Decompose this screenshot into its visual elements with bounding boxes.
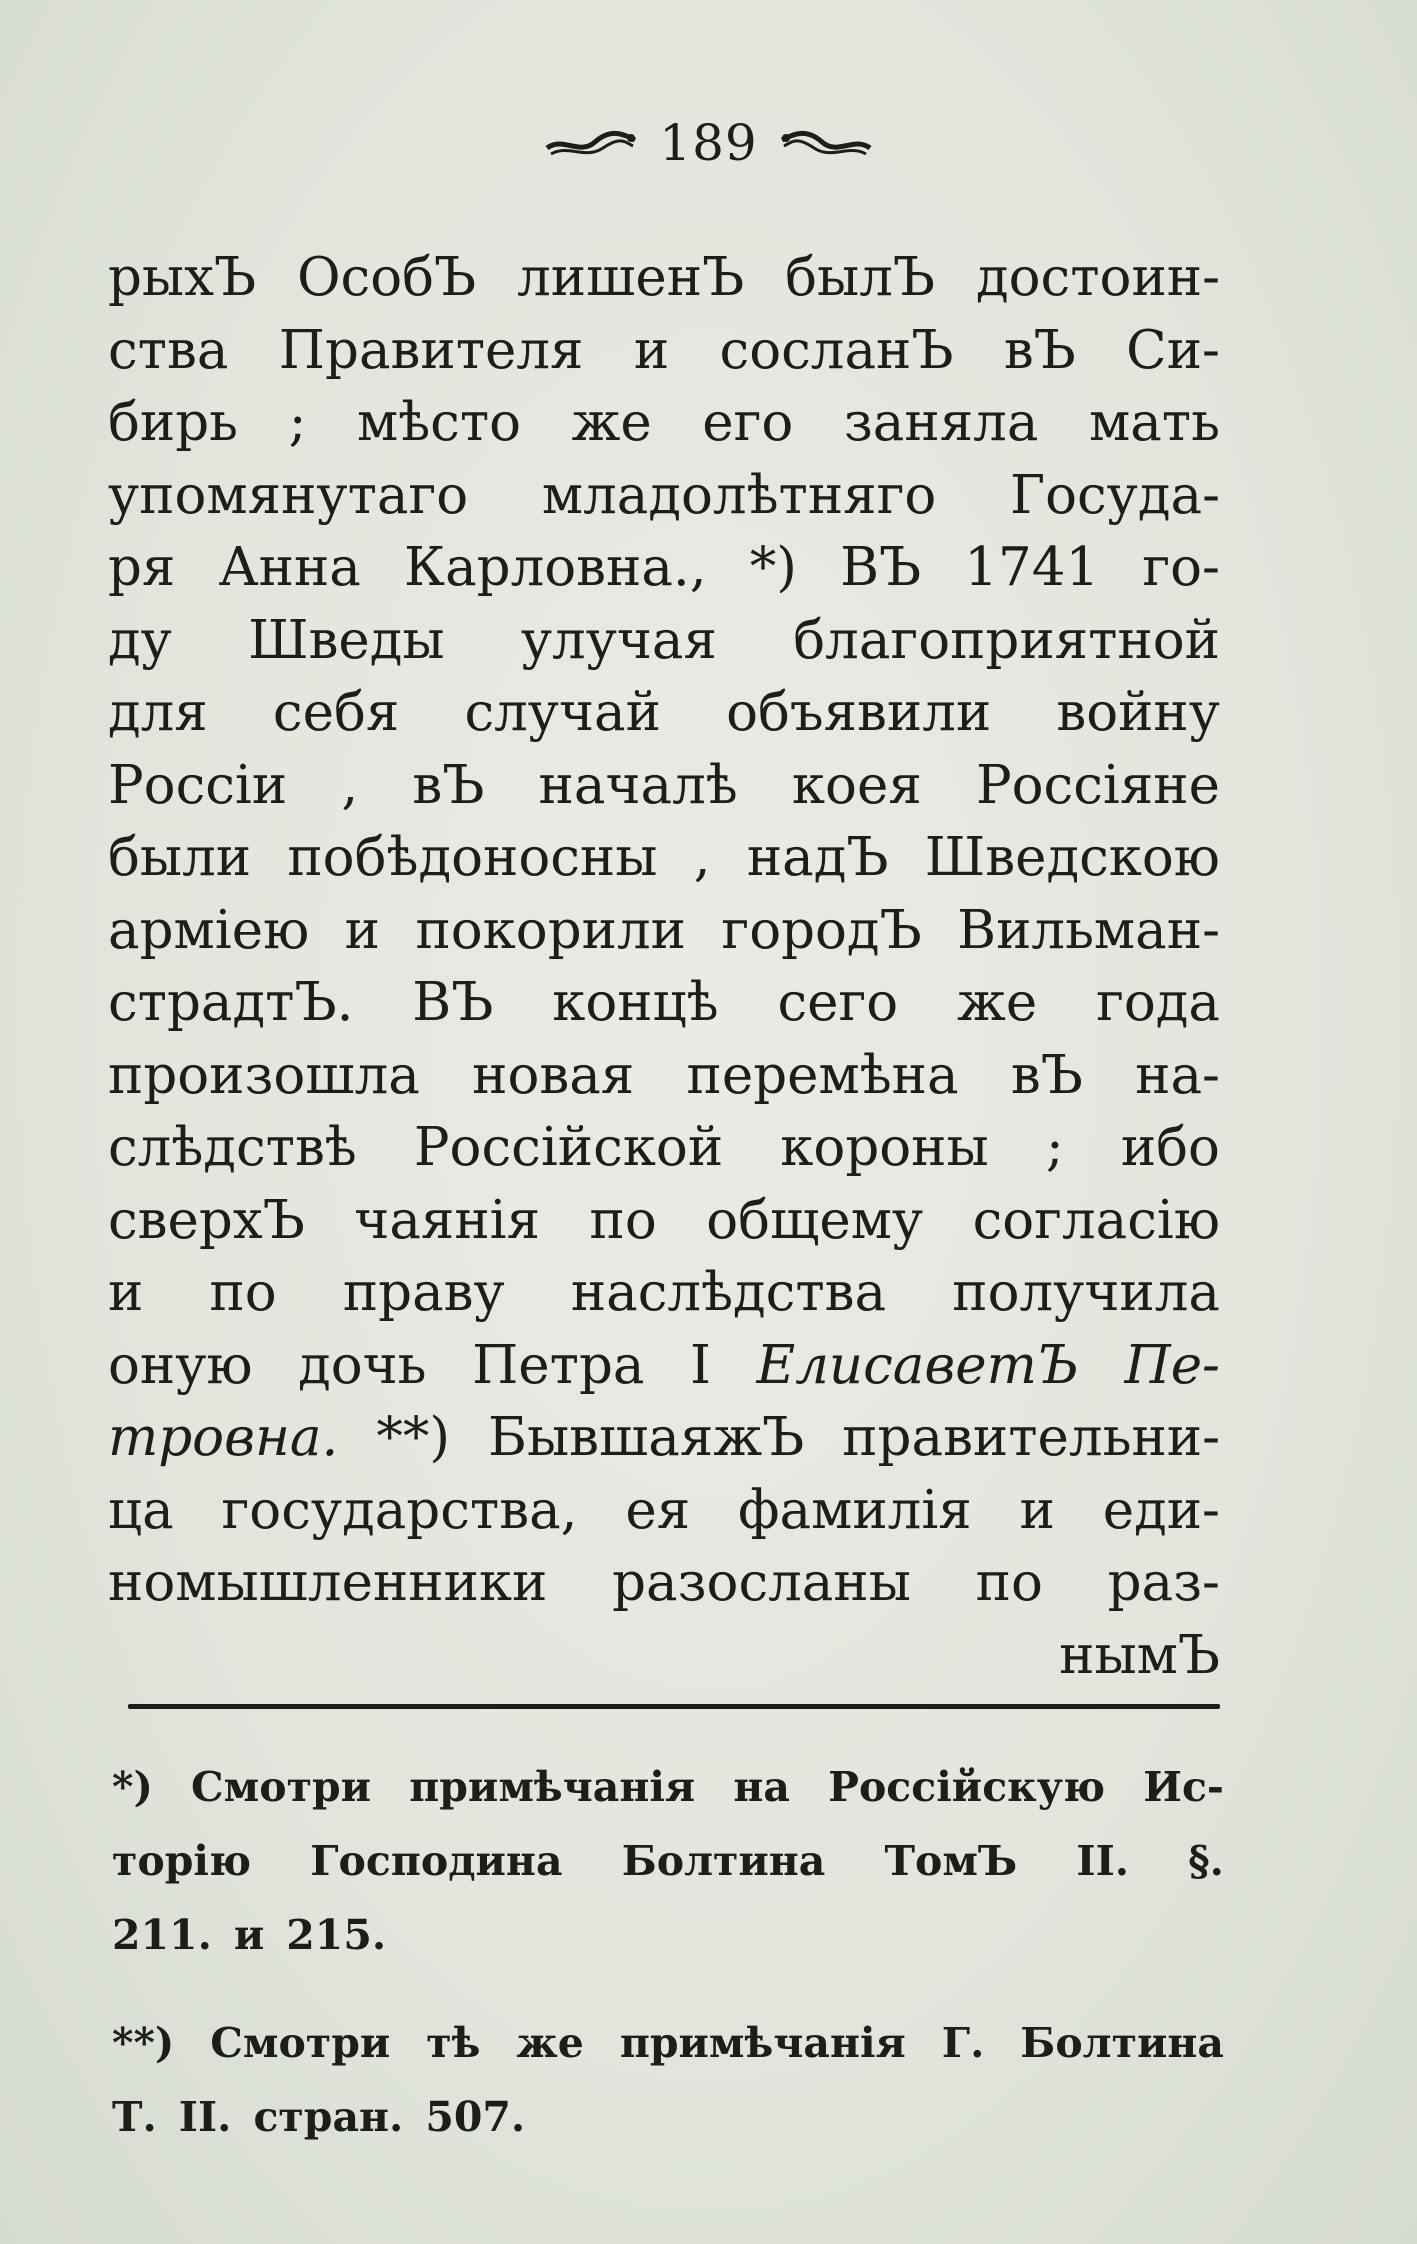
word: ства xyxy=(108,319,229,381)
word: тѣ xyxy=(426,2019,481,2067)
footnote-marker-1: *) xyxy=(749,537,797,598)
word: Шведы xyxy=(248,609,445,671)
word: бирь xyxy=(108,392,239,453)
word: ; xyxy=(1045,1117,1064,1178)
word: Болтина xyxy=(621,1837,826,1885)
text-line xyxy=(108,532,1220,605)
word: слѣдствѣ xyxy=(108,1117,357,1178)
footnote-marker-2: **) xyxy=(376,1407,451,1468)
word: Россіи xyxy=(108,754,288,816)
word: согласію xyxy=(972,1189,1220,1251)
word: на xyxy=(733,1763,790,1811)
text-line xyxy=(108,1257,1220,1330)
word: сверхЪ xyxy=(108,1189,305,1251)
text-line xyxy=(108,1547,1220,1620)
word: вЪ xyxy=(412,754,485,816)
word: **) xyxy=(112,2019,175,2067)
word: по xyxy=(975,1552,1043,1613)
word: Си- xyxy=(1126,319,1220,381)
word: себя xyxy=(272,682,400,743)
word: Россійской xyxy=(413,1117,724,1178)
word: ВЪ xyxy=(412,972,494,1033)
word: Ис- xyxy=(1143,1763,1224,1811)
word: и xyxy=(1019,1479,1055,1541)
word: короны xyxy=(780,1117,989,1178)
word: общему xyxy=(706,1189,924,1251)
text-line xyxy=(108,605,1220,678)
word: случай xyxy=(464,682,661,743)
page-number: 189 xyxy=(659,114,758,172)
word: нымЪ xyxy=(1059,1624,1220,1686)
word: примѣчанія xyxy=(409,1763,696,1811)
word: вЪ xyxy=(1010,1044,1083,1106)
catchword xyxy=(108,1620,1220,1693)
left-ornament-icon xyxy=(545,126,637,160)
text-line xyxy=(108,750,1220,823)
word: вЪ xyxy=(1003,319,1076,381)
word: Карловна., xyxy=(404,537,707,598)
word: началѣ xyxy=(538,754,738,816)
text-line xyxy=(108,1402,1220,1475)
footnote-1-line xyxy=(112,1824,1224,1898)
word: получила xyxy=(952,1262,1220,1323)
word: и xyxy=(344,899,380,961)
word: торію xyxy=(112,1837,252,1885)
text-line xyxy=(108,822,1220,895)
word: были xyxy=(108,827,252,888)
word: БывшаяжЪ xyxy=(488,1407,805,1468)
word: §. xyxy=(1188,1837,1224,1885)
word: войну xyxy=(1056,682,1220,743)
word: упомянутаго xyxy=(108,464,469,526)
word: II. xyxy=(178,2093,232,2141)
word: Господина xyxy=(310,1837,563,1885)
word: Шведскою xyxy=(924,827,1220,888)
word: оную xyxy=(108,1334,253,1396)
word: сего xyxy=(777,972,899,1033)
word: Петра xyxy=(472,1334,645,1396)
word: 507. xyxy=(425,2093,526,2141)
main-text xyxy=(108,242,1220,1692)
text-line xyxy=(108,315,1220,388)
word: разосланы xyxy=(612,1552,911,1613)
word: городЪ xyxy=(721,899,922,961)
word: его xyxy=(702,392,794,453)
word: фамилія xyxy=(738,1479,972,1541)
word: мѣсто xyxy=(356,392,522,453)
word: былЪ xyxy=(785,247,936,308)
word: арміею xyxy=(108,899,310,961)
footnote-2-line xyxy=(112,2006,1224,2080)
word: благоприятной xyxy=(793,609,1220,671)
footnotes xyxy=(112,1750,1224,2154)
word: улучая xyxy=(520,609,717,671)
word: же xyxy=(571,392,652,453)
text-line xyxy=(108,967,1220,1040)
word: рыхЪ xyxy=(108,247,257,308)
word: раз- xyxy=(1107,1552,1220,1613)
word: Смотри xyxy=(191,1763,372,1811)
word: Г. xyxy=(941,2019,985,2067)
footnote-1-line xyxy=(112,1750,1224,1824)
word: правительни- xyxy=(842,1407,1220,1468)
word: Правителя xyxy=(278,319,584,381)
word: Пе- xyxy=(1124,1334,1220,1396)
word: заняла xyxy=(843,392,1039,453)
word: сосланЪ xyxy=(719,319,954,381)
text-line xyxy=(108,895,1220,968)
word: I xyxy=(690,1334,711,1396)
word: Госуда- xyxy=(1009,464,1220,526)
word: еди- xyxy=(1102,1479,1220,1541)
word: *) xyxy=(112,1763,153,1811)
word: II. xyxy=(1076,1837,1130,1885)
word: ВЪ xyxy=(840,537,922,598)
word: и xyxy=(233,1911,265,1959)
word: перемѣна xyxy=(686,1044,959,1106)
word: государства, xyxy=(221,1479,578,1541)
word: концѣ xyxy=(552,972,719,1033)
word: ея xyxy=(625,1479,691,1541)
word: , xyxy=(341,754,359,816)
word: и xyxy=(633,319,670,381)
word: ; xyxy=(288,392,307,453)
word: тровна. xyxy=(108,1407,339,1468)
word: Т. xyxy=(112,2093,157,2141)
word: 1741 xyxy=(964,537,1100,598)
text-line xyxy=(108,677,1220,750)
word: наслѣдства xyxy=(570,1262,887,1323)
word: , xyxy=(693,827,711,888)
word: по xyxy=(209,1262,277,1323)
word: коея xyxy=(791,754,922,816)
word: произошла xyxy=(108,1044,420,1106)
word: стран. xyxy=(253,2093,404,2141)
text-line xyxy=(108,387,1220,460)
word: дочь xyxy=(298,1334,427,1396)
text-line xyxy=(108,460,1220,533)
word: чаянія xyxy=(354,1189,541,1251)
text-line xyxy=(108,1112,1220,1185)
footnote-divider xyxy=(128,1704,1220,1709)
word: мать xyxy=(1088,392,1220,453)
word: Смотри xyxy=(210,2019,391,2067)
word: ОсобЪ xyxy=(297,247,477,308)
word: по xyxy=(589,1189,657,1251)
footnote-1-line xyxy=(112,1898,1224,1972)
word: Анна xyxy=(218,537,361,598)
word: примѣчанія xyxy=(619,2019,906,2067)
word: покорили xyxy=(415,899,686,961)
page-header xyxy=(0,114,1417,172)
word: Россійскую xyxy=(828,1763,1106,1811)
text-line xyxy=(108,1040,1220,1113)
word: и xyxy=(108,1262,144,1323)
word: же xyxy=(957,972,1038,1033)
word: побѣдоносны xyxy=(287,827,658,888)
word: Россіяне xyxy=(975,754,1220,816)
word: объявили xyxy=(726,682,992,743)
word: праву xyxy=(342,1262,505,1323)
word: Болтина xyxy=(1020,2019,1224,2067)
word: страдтЪ. xyxy=(108,972,354,1033)
word: младолѣтняго xyxy=(541,464,937,526)
word: на- xyxy=(1135,1044,1220,1106)
word: 211. xyxy=(112,1911,212,1959)
word: Вильман- xyxy=(957,899,1220,961)
word: надЪ xyxy=(746,827,889,888)
text-line xyxy=(108,242,1220,315)
word: ЕлисаветЪ xyxy=(756,1334,1079,1396)
word: для xyxy=(108,682,208,743)
word: лишенЪ xyxy=(517,247,745,308)
word: ибо xyxy=(1120,1117,1220,1178)
text-line xyxy=(108,1475,1220,1548)
word: ду xyxy=(108,609,172,671)
footnote-2-line xyxy=(112,2080,1224,2154)
word: новая xyxy=(472,1044,635,1106)
word: ца xyxy=(108,1479,174,1541)
right-ornament-icon xyxy=(780,126,872,160)
text-line xyxy=(108,1330,1220,1403)
word: года xyxy=(1096,972,1220,1033)
word: номышленники xyxy=(108,1552,548,1613)
word: достоин- xyxy=(975,247,1220,308)
text-line xyxy=(108,1185,1220,1258)
word: ТомЪ xyxy=(884,1837,1018,1885)
word: 215. xyxy=(286,1911,387,1959)
word: ря xyxy=(108,537,176,598)
word: же xyxy=(516,2019,584,2067)
word: го- xyxy=(1142,537,1220,598)
